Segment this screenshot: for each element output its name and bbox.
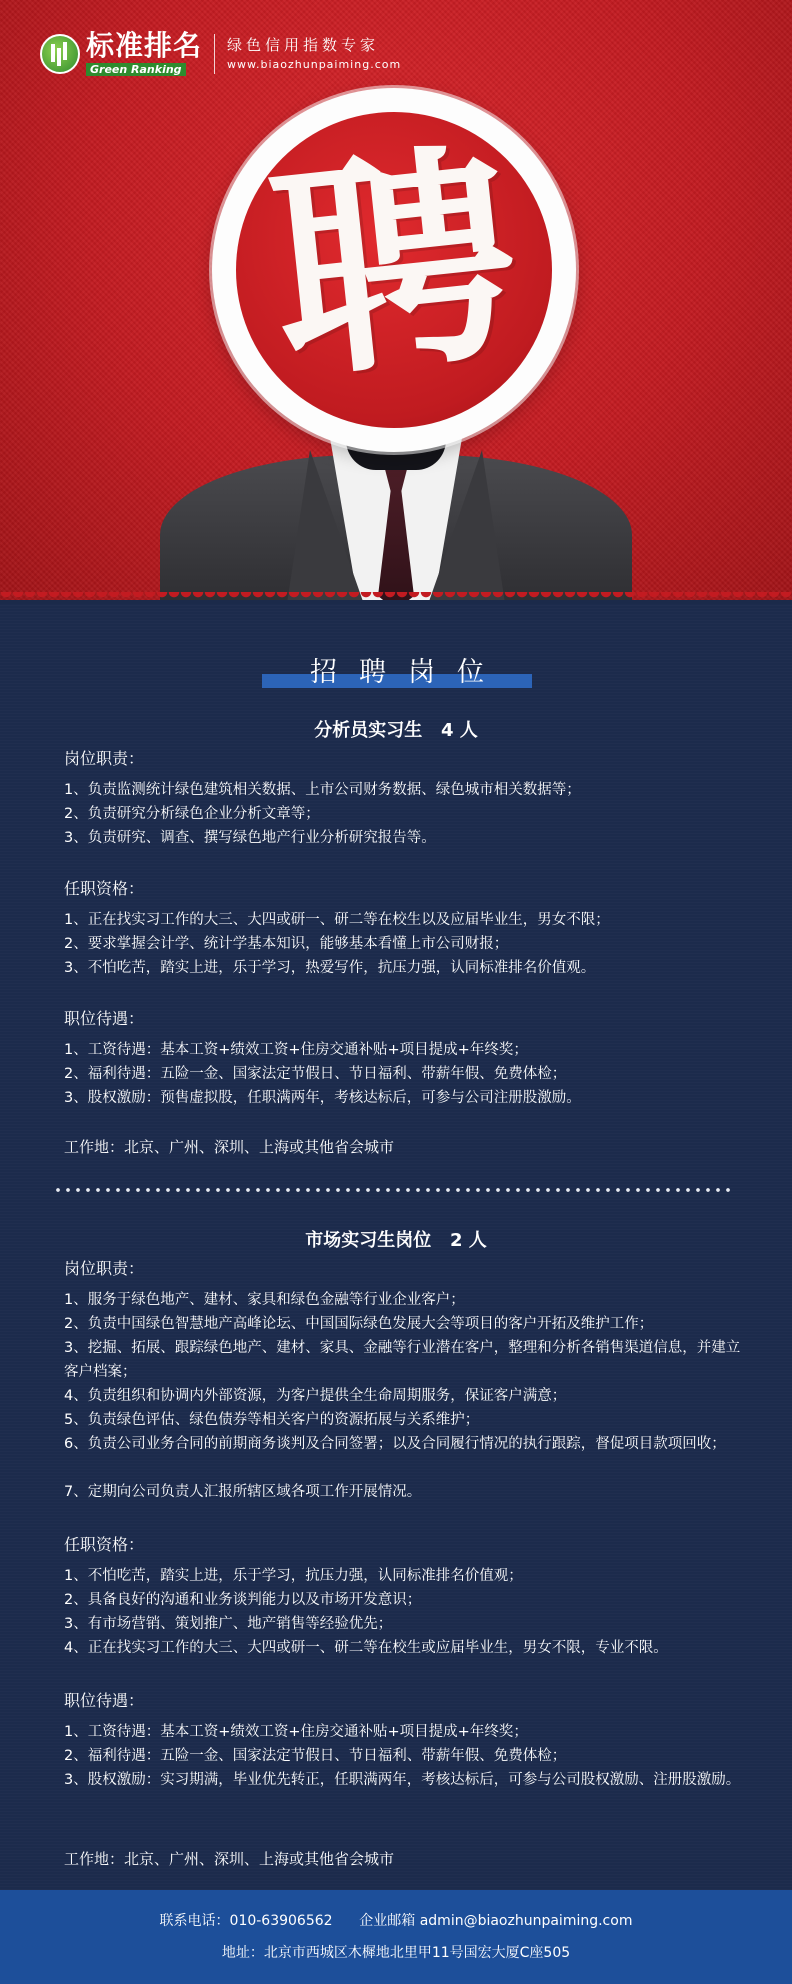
list-item: 5、负责绿色评估、绿色债券等相关客户的资源拓展与关系维护； (64, 1412, 480, 1428)
contact-phone-email: 联系电话：010-63906562 企业邮箱 admin@biaozhunpaiming.com (159, 1913, 633, 1929)
job-title-marketing: 市场实习生岗位 2 人 (305, 1230, 487, 1251)
duties-heading: 岗位职责： (64, 749, 145, 768)
job-title-analyst: 分析员实习生 4 人 (314, 720, 478, 741)
list-item: 2、福利待遇：五险一金、国家法定节假日、节日福利、带薪年假、免费体检； (64, 1748, 567, 1764)
brand-website: www.biaozhunpaiming.com (227, 58, 402, 72)
list-item: 1、工资待遇：基本工资+绩效工资+住房交通补贴+项目提成+年终奖； (64, 1724, 528, 1740)
section-title: 招聘岗位 (310, 657, 506, 688)
recruit-character: 聘 (259, 118, 529, 412)
list-item: 3、负责研究、调查、撰写绿色地产行业分析研究报告等。 (64, 830, 436, 846)
list-item: 2、具备良好的沟通和业务谈判能力以及市场开发意识； (64, 1592, 422, 1608)
list-item: 2、福利待遇：五险一金、国家法定节假日、节日福利、带薪年假、免费体检； (64, 1066, 567, 1082)
logo-icon (40, 34, 80, 74)
list-item: 4、正在找实习工作的大三、大四或研一、研二等在校生或应届毕业生，男女不限，专业不限。 (64, 1640, 668, 1656)
list-item: 3、不怕吃苦，踏实上进，乐于学习，热爱写作，抗压力强，认同标准排名价值观。 (64, 960, 596, 976)
logo-english-name: Green Ranking (86, 63, 186, 76)
list-item: 2、要求掌握会计学、统计学基本知识，能够基本看懂上市公司财报； (64, 936, 509, 952)
list-item: 1、正在找实习工作的大三、大四或研一、研二等在校生以及应届毕业生，男女不限； (64, 912, 610, 928)
job-listing-content (0, 604, 792, 1890)
list-item: 3、股权激励：预售虚拟股，任职满两年，考核达标后，可参与公司注册股激励。 (64, 1090, 581, 1106)
list-item: 1、不怕吃苦，踏实上进，乐于学习，抗压力强，认同标准排名价值观； (64, 1568, 523, 1584)
list-item: 3、有市场营销、策划推广、地产销售等经验优先； (64, 1616, 393, 1632)
section-banner (262, 650, 532, 688)
benefits-heading: 职位待遇： (64, 1009, 145, 1028)
work-location: 工作地：北京、广州、深圳、上海或其他省会城市 (64, 1850, 395, 1868)
recruit-stamp (212, 88, 576, 452)
list-item: 3、股权激励：实习期满，毕业优先转正，任职满两年，考核达标后，可参与公司股权激励、注册股激励。 (64, 1772, 741, 1788)
list-item: 7、定期向公司负责人汇报所辖区域各项工作开展情况。 (64, 1484, 422, 1500)
duties-heading: 岗位职责： (64, 1259, 145, 1278)
list-item: 2、负责研究分析绿色企业分析文章等； (64, 806, 320, 822)
logo-chinese-name: 标准排名 (86, 29, 203, 62)
hero-banner (0, 0, 792, 600)
brand-tagline: 绿色信用指数专家 (227, 36, 380, 55)
list-item: 3、挖掘、拓展、跟踪绿色地产、建材、家具、金融等行业潜在客户，整理和分析各销售渠道信息，并建立客户档案； (64, 1340, 741, 1380)
contact-footer (0, 1890, 792, 1984)
dotted-divider (56, 1188, 736, 1192)
list-item: 4、负责组织和协调内外部资源，为客户提供全生命周期服务，保证客户满意； (64, 1388, 567, 1404)
company-address: 地址：北京市西城区木樨地北里甲11号国宏大厦C座505 (221, 1945, 571, 1961)
list-item: 6、负责公司业务合同的前期商务谈判及合同签署；以及合同履行情况的执行跟踪，督促项目款项回收； (64, 1436, 726, 1452)
list-item: 1、服务于绿色地产、建材、家具和绿色金融等行业企业客户； (64, 1292, 465, 1308)
logo-divider (214, 34, 215, 74)
work-location: 工作地：北京、广州、深圳、上海或其他省会城市 (64, 1138, 395, 1156)
requirements-heading: 任职资格： (64, 1535, 145, 1554)
list-item: 2、负责中国绿色智慧地产高峰论坛、中国国际绿色发展大会等项目的客户开拓及维护工作； (64, 1316, 654, 1332)
scalloped-edge (0, 592, 792, 604)
list-item: 1、负责监测统计绿色建筑相关数据、上市公司财务数据、绿色城市相关数据等； (64, 782, 581, 798)
brand-logo (40, 29, 402, 76)
benefits-heading: 职位待遇： (64, 1691, 145, 1710)
requirements-heading: 任职资格： (64, 879, 145, 898)
list-item: 1、工资待遇：基本工资+绩效工资+住房交通补贴+项目提成+年终奖； (64, 1042, 528, 1058)
